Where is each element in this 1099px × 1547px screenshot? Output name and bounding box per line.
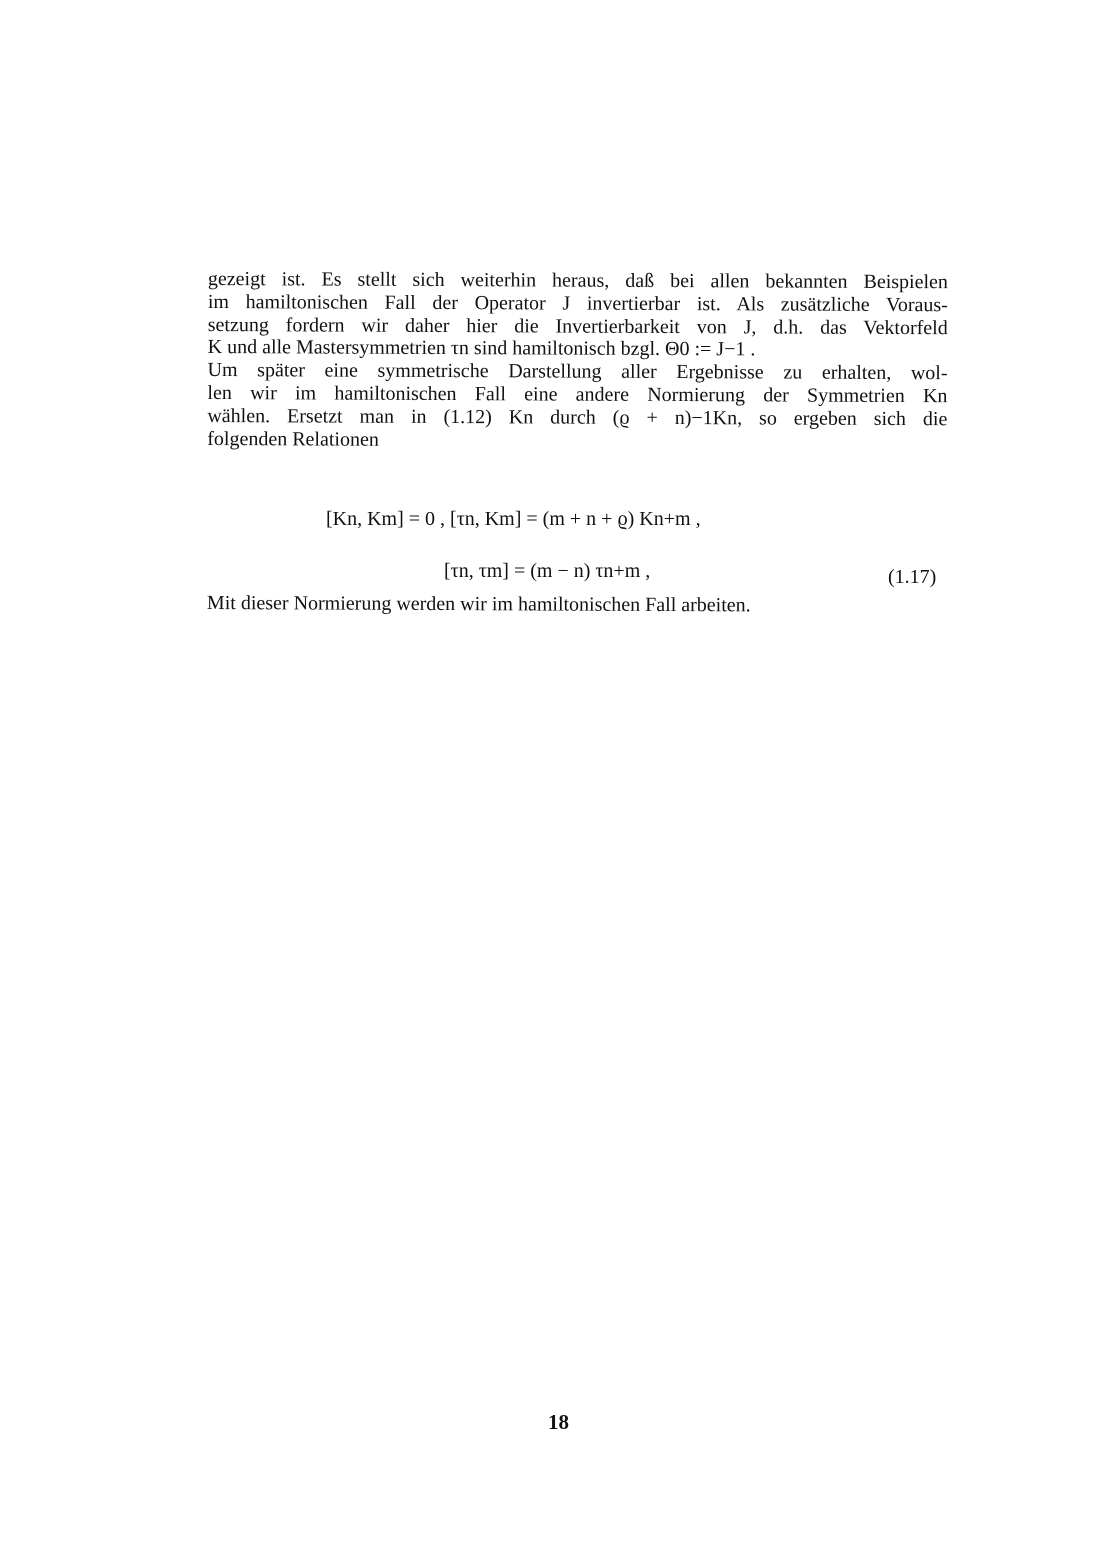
equation-number: (1.17) <box>888 566 937 588</box>
body-paragraph <box>207 268 948 454</box>
closing-sentence: Mit dieser Normierung werden wir im hamiltonischen Fall arbeiten. <box>206 592 751 617</box>
paragraph-line: K und alle Mastersymmetrien τn sind hamiltonisch bzgl. Θ0 := J−1 . <box>207 336 756 361</box>
equation-1: [Kn, Km] = 0 , [τn, Km] = (m + n + ϱ) Kn+m , <box>326 508 701 530</box>
paragraph-line: folgenden Relationen <box>207 427 379 451</box>
equation-2: [τn, τm] = (m − n) τn+m , <box>444 560 651 582</box>
page-number: 18 <box>548 1410 569 1434</box>
paragraph-line: len wir im hamiltonischen Fall eine andere Normierung der Symmetrien Kn <box>207 381 948 408</box>
paragraph-line: wählen. Ersetzt man in (1.12) Kn durch (ϱ + n)−1Kn, so ergeben sich die <box>207 404 948 431</box>
paragraph-line: im hamiltonischen Fall der Operator J invertierbar ist. Als zusätzliche Voraus- <box>207 290 948 317</box>
paragraph-line: setzung fordern wir daher hier die Invertierbarkeit von J, d.h. das Vektorfeld <box>207 313 948 339</box>
paragraph-line: gezeigt ist. Es stellt sich weiterhin heraus, daß bei allen bekannten Beispielen <box>207 268 948 294</box>
paragraph-line: Um später eine symmetrische Darstellung aller Ergebnisse zu erhalten, wol- <box>207 359 948 385</box>
